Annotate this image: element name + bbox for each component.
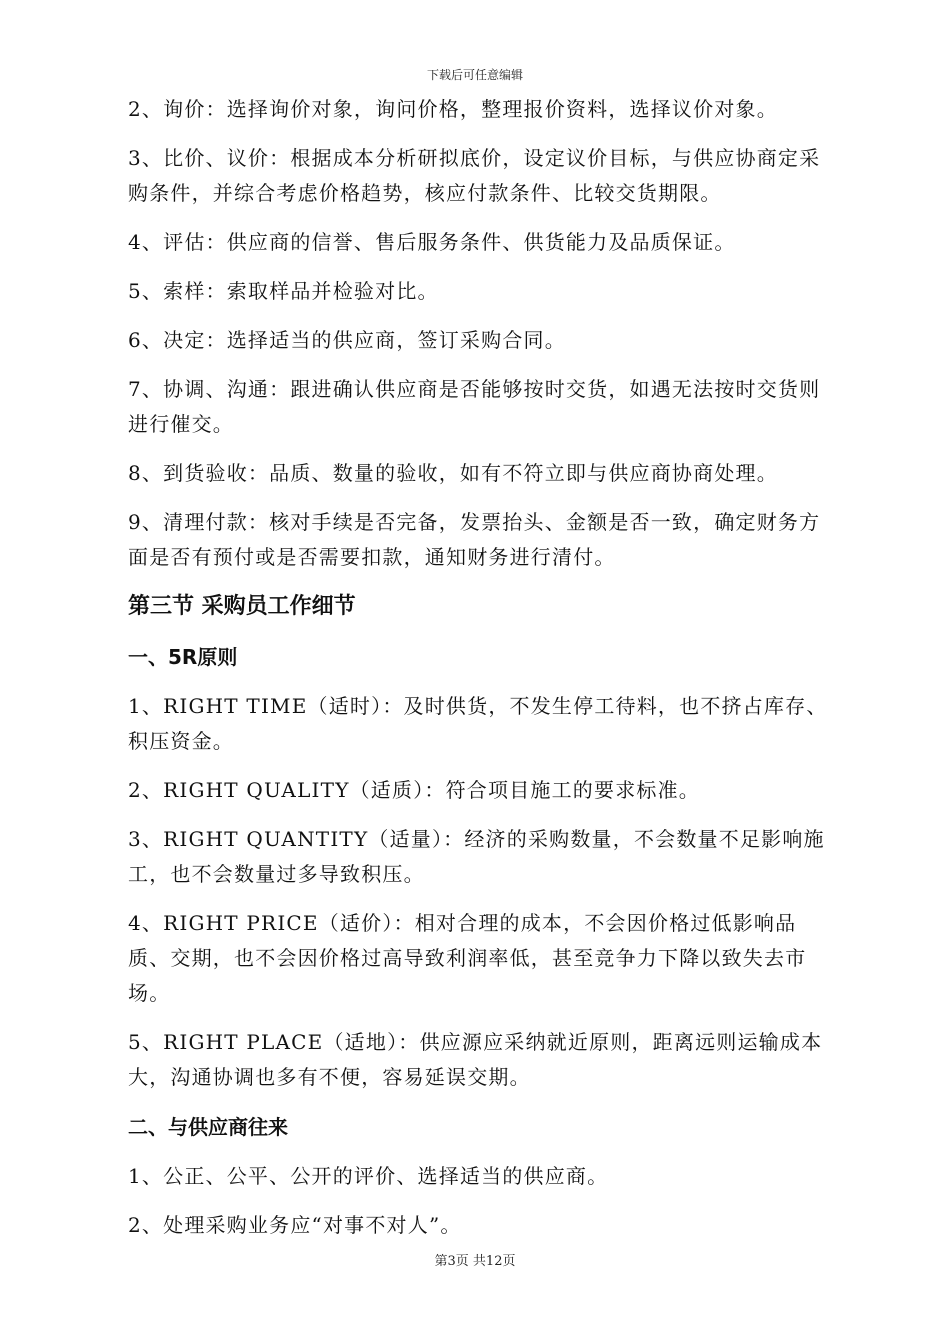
principle-right-quality: 2、RIGHT QUALITY（适质）：符合项目施工的要求标准。: [128, 778, 701, 802]
procedure-step-7: 7、协调、沟通：跟进确认供应商是否能够按时交货，如遇无法按时交货则进行催交。: [128, 377, 821, 436]
page-header-note: 下载后可任意编辑: [426, 68, 523, 82]
principle-right-time: 1、RIGHT TIME（适时）：及时供货，不发生停工待料，也不挤占库存、积压资金。: [128, 694, 828, 753]
principle-right-price: 4、RIGHT PRICE（适价）：相对合理的成本，不会因价格过低影响品质、交期，也不会因价格过高导致利润率低，甚至竞争力下降以致失去市场。: [128, 911, 807, 1005]
supplier-rule-1: 1、公正、公平、公开的评价、选择适当的供应商。: [128, 1164, 609, 1188]
procedure-step-4: 4、评估：供应商的信誉、售后服务条件、供货能力及品质保证。: [128, 230, 736, 254]
procedure-step-3: 3、比价、议价：根据成本分析研拟底价，设定议价目标，与供应协商定采购条件，并综合考虑价格趋势，核应付款条件、比较交货期限。: [128, 146, 821, 205]
procedure-step-5: 5、索样：索取样品并检验对比。: [128, 279, 439, 303]
subsection-title-5r: 一、5R原则: [128, 645, 238, 669]
subsection-title-suppliers: 二、与供应商往来: [128, 1115, 288, 1139]
supplier-rule-2: 2、处理采购业务应“对事不对人”。: [128, 1213, 462, 1237]
procedure-step-8: 8、到货验收：品质、数量的验收，如有不符立即与供应商协商处理。: [128, 461, 778, 485]
section-title: 第三节 采购员工作细节: [128, 594, 356, 619]
procedure-step-9: 9、清理付款：核对手续是否完备，发票抬头、金额是否一致，确定财务方面是否有预付或是否需要扣款，通知财务进行清付。: [128, 510, 821, 569]
document-body: [128, 92, 828, 1257]
page-number: 第3页 共12页: [434, 1254, 516, 1269]
principle-right-quantity: 3、RIGHT QUANTITY（适量）：经济的采购数量，不会数量不足影响施工，也不会数量过多导致积压。: [128, 827, 825, 886]
principle-right-place: 5、RIGHT PLACE（适地）：供应源应采纳就近原则，距离远则运输成本大，沟通协调也多有不便，容易延误交期。: [128, 1030, 823, 1089]
procedure-step-2: 2、询价：选择询价对象，询问价格，整理报价资料，选择议价对象。: [128, 97, 778, 121]
procedure-step-6: 6、决定：选择适当的供应商，签订采购合同。: [128, 328, 566, 352]
